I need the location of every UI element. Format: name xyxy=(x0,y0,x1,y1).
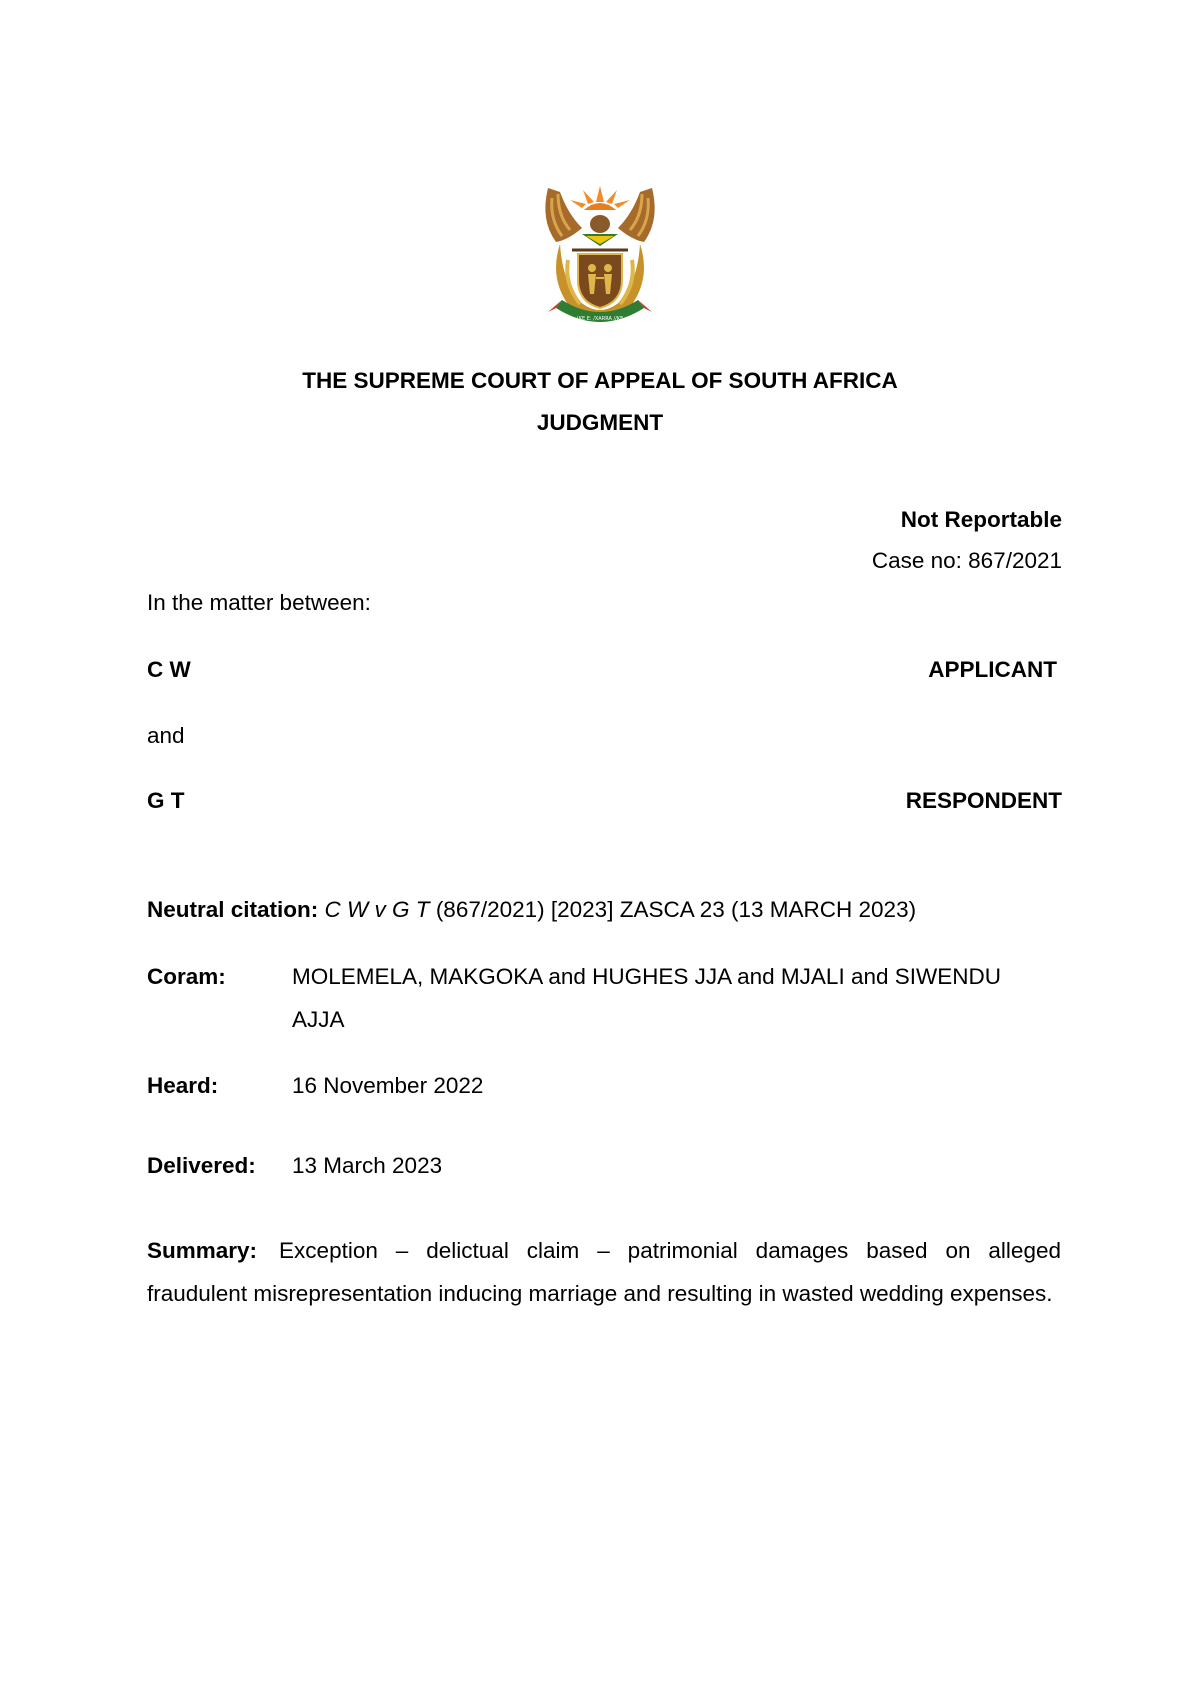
case-number: Case no: 867/2021 xyxy=(871,548,1062,573)
right-wing xyxy=(618,188,655,242)
parties-connector: and xyxy=(147,723,185,748)
left-wing xyxy=(545,188,582,242)
sun-rays xyxy=(570,186,630,210)
heard-date: 16 November 2022 xyxy=(292,1073,484,1098)
citation-label: Neutral citation: xyxy=(147,897,319,922)
coram-line-1: MOLEMELA, MAKGOKA and HUGHES JJA and MJALI and SIWENDU xyxy=(292,964,1001,989)
respondent-name: G T xyxy=(147,788,185,813)
citation-reference: (867/2021) [2023] ZASCA 23 (13 MARCH 2023) xyxy=(435,897,917,922)
document-type: JUDGMENT xyxy=(536,410,664,435)
neutral-citation xyxy=(147,895,916,925)
coat-of-arms-emblem xyxy=(538,180,662,330)
applicant-role: APPLICANT xyxy=(928,657,1057,682)
reportable-status: Not Reportable xyxy=(900,507,1062,532)
heard-label: Heard: xyxy=(147,1073,219,1098)
parties-intro: In the matter between: xyxy=(147,590,371,615)
summary-paragraph xyxy=(147,1229,1061,1315)
coram-line-2: AJJA xyxy=(292,1007,345,1032)
applicant-name: C W xyxy=(147,657,191,682)
shield xyxy=(578,254,622,308)
coram-label: Coram: xyxy=(147,964,226,989)
respondent-role: RESPONDENT xyxy=(905,788,1062,813)
court-title: THE SUPREME COURT OF APPEAL OF SOUTH AFRICA xyxy=(302,368,898,393)
delivered-date: 13 March 2023 xyxy=(292,1153,443,1178)
summary-text: Exception – delictual claim – patrimonial damages based on alleged fraudulent misrepresentation inducing marriage and resulting in wasted wedding expenses. xyxy=(147,1238,1061,1306)
crest-motto-text: !KE E: /XARRA //KE xyxy=(576,316,624,322)
citation-case-name: C W v G T xyxy=(324,897,430,922)
summary-label: Summary: xyxy=(147,1238,258,1263)
delivered-label: Delivered: xyxy=(147,1153,256,1178)
